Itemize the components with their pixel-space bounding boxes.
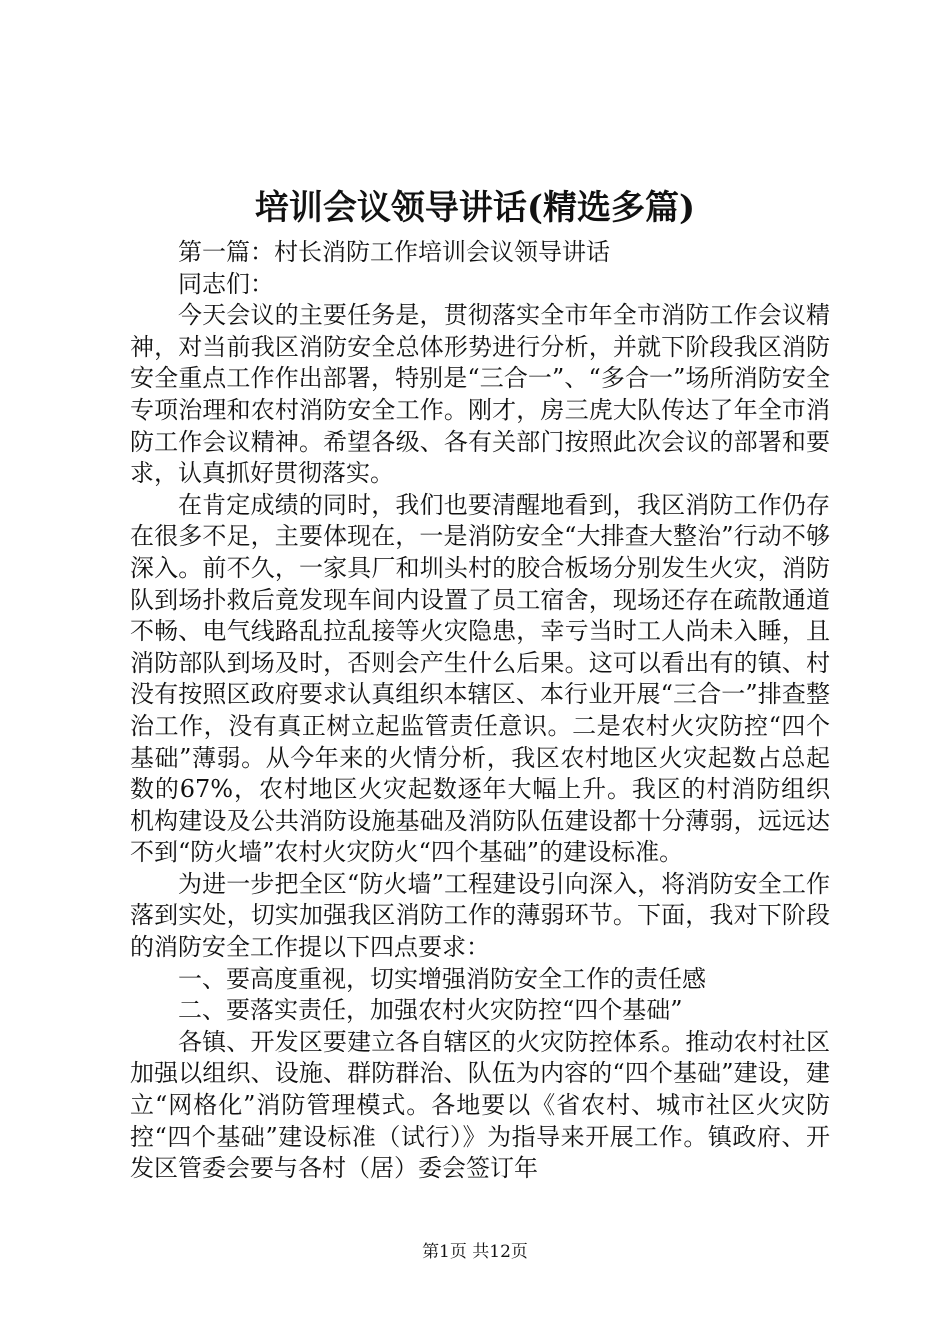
body-paragraph: 今天会议的主要任务是，贯彻落实全市年全市消防工作会议精神，对当前我区消防安全总体形势进行分析，并就下阶段我区消防安全重点工作作出部署，特别是“三合一”、“多合一”场所消防安全专项治理和农村消防安全工作。刚才，房三虎大队传达了年全市消防工作会议精神。希望各级、各有关部门按照此次会议的部署和要求，认真抓好贯彻落实。 [130, 301, 830, 488]
page-indicator: 第1页 共12页 [422, 1242, 528, 1262]
section-heading: 第一篇：村长消防工作培训会议领导讲话 [178, 238, 610, 266]
body-paragraph: 各镇、开发区要建立各自辖区的火灾防控体系。推动农村社区加强以组织、设施、群防群治、队伍为内容的“四个基础”建设，建立“网格化”消防管理模式。各地要以《省农村、城市社区火灾防控“四个基础”建设标准（试行）》为指导来开展工作。镇政府、开发区管委会要与各村（居）委会签订年 [130, 1027, 830, 1183]
document-title: 培训会议领导讲话(精选多篇) [254, 188, 696, 228]
requirement-heading: 一、要高度重视，切实增强消防安全工作的责任感 [178, 964, 706, 993]
salutation: 同志们： [178, 269, 274, 298]
document-body [130, 237, 830, 1185]
requirement-heading: 二、要落实责任，加强农村火灾防控“四个基础” [178, 996, 683, 1025]
body-paragraph: 为进一步把全区“防火墙”工程建设引向深入，将消防安全工作落到实处，切实加强我区消防工作的薄弱环节。下面，我对下阶段的消防安全工作提以下四点要求： [130, 869, 830, 962]
body-paragraph: 在肯定成绩的同时，我们也要清醒地看到，我区消防工作仍存在很多不足，主要体现在，一是消防安全“大排查大整治”行动不够深入。前不久，一家具厂和圳头村的胶合板场分别发生火灾，消防队到场扑救后竟发现车间内设置了员工宿舍，现场还存在疏散通道不畅、电气线路乱拉乱接等火灾隐患，幸亏当时工人尚未入睡，且消防部队到场及时，否则会产生什么后果。这可以看出有的镇、村没有按照区政府要求认真组织本辖区、本行业开展“三合一”排查整治工作，没有真正树立起监管责任意识。二是农村火灾防控“四个基础”薄弱。从今年来的火情分析，我区农村地区火灾起数占总起数的67%，农村地区火灾起数逐年大幅上升。我区的村消防组织机构建设及公共消防设施基础及消防队伍建设都十分薄弱，远远达不到“防火墙”农村火灾防火“四个基础”的建设标准。 [130, 490, 830, 867]
